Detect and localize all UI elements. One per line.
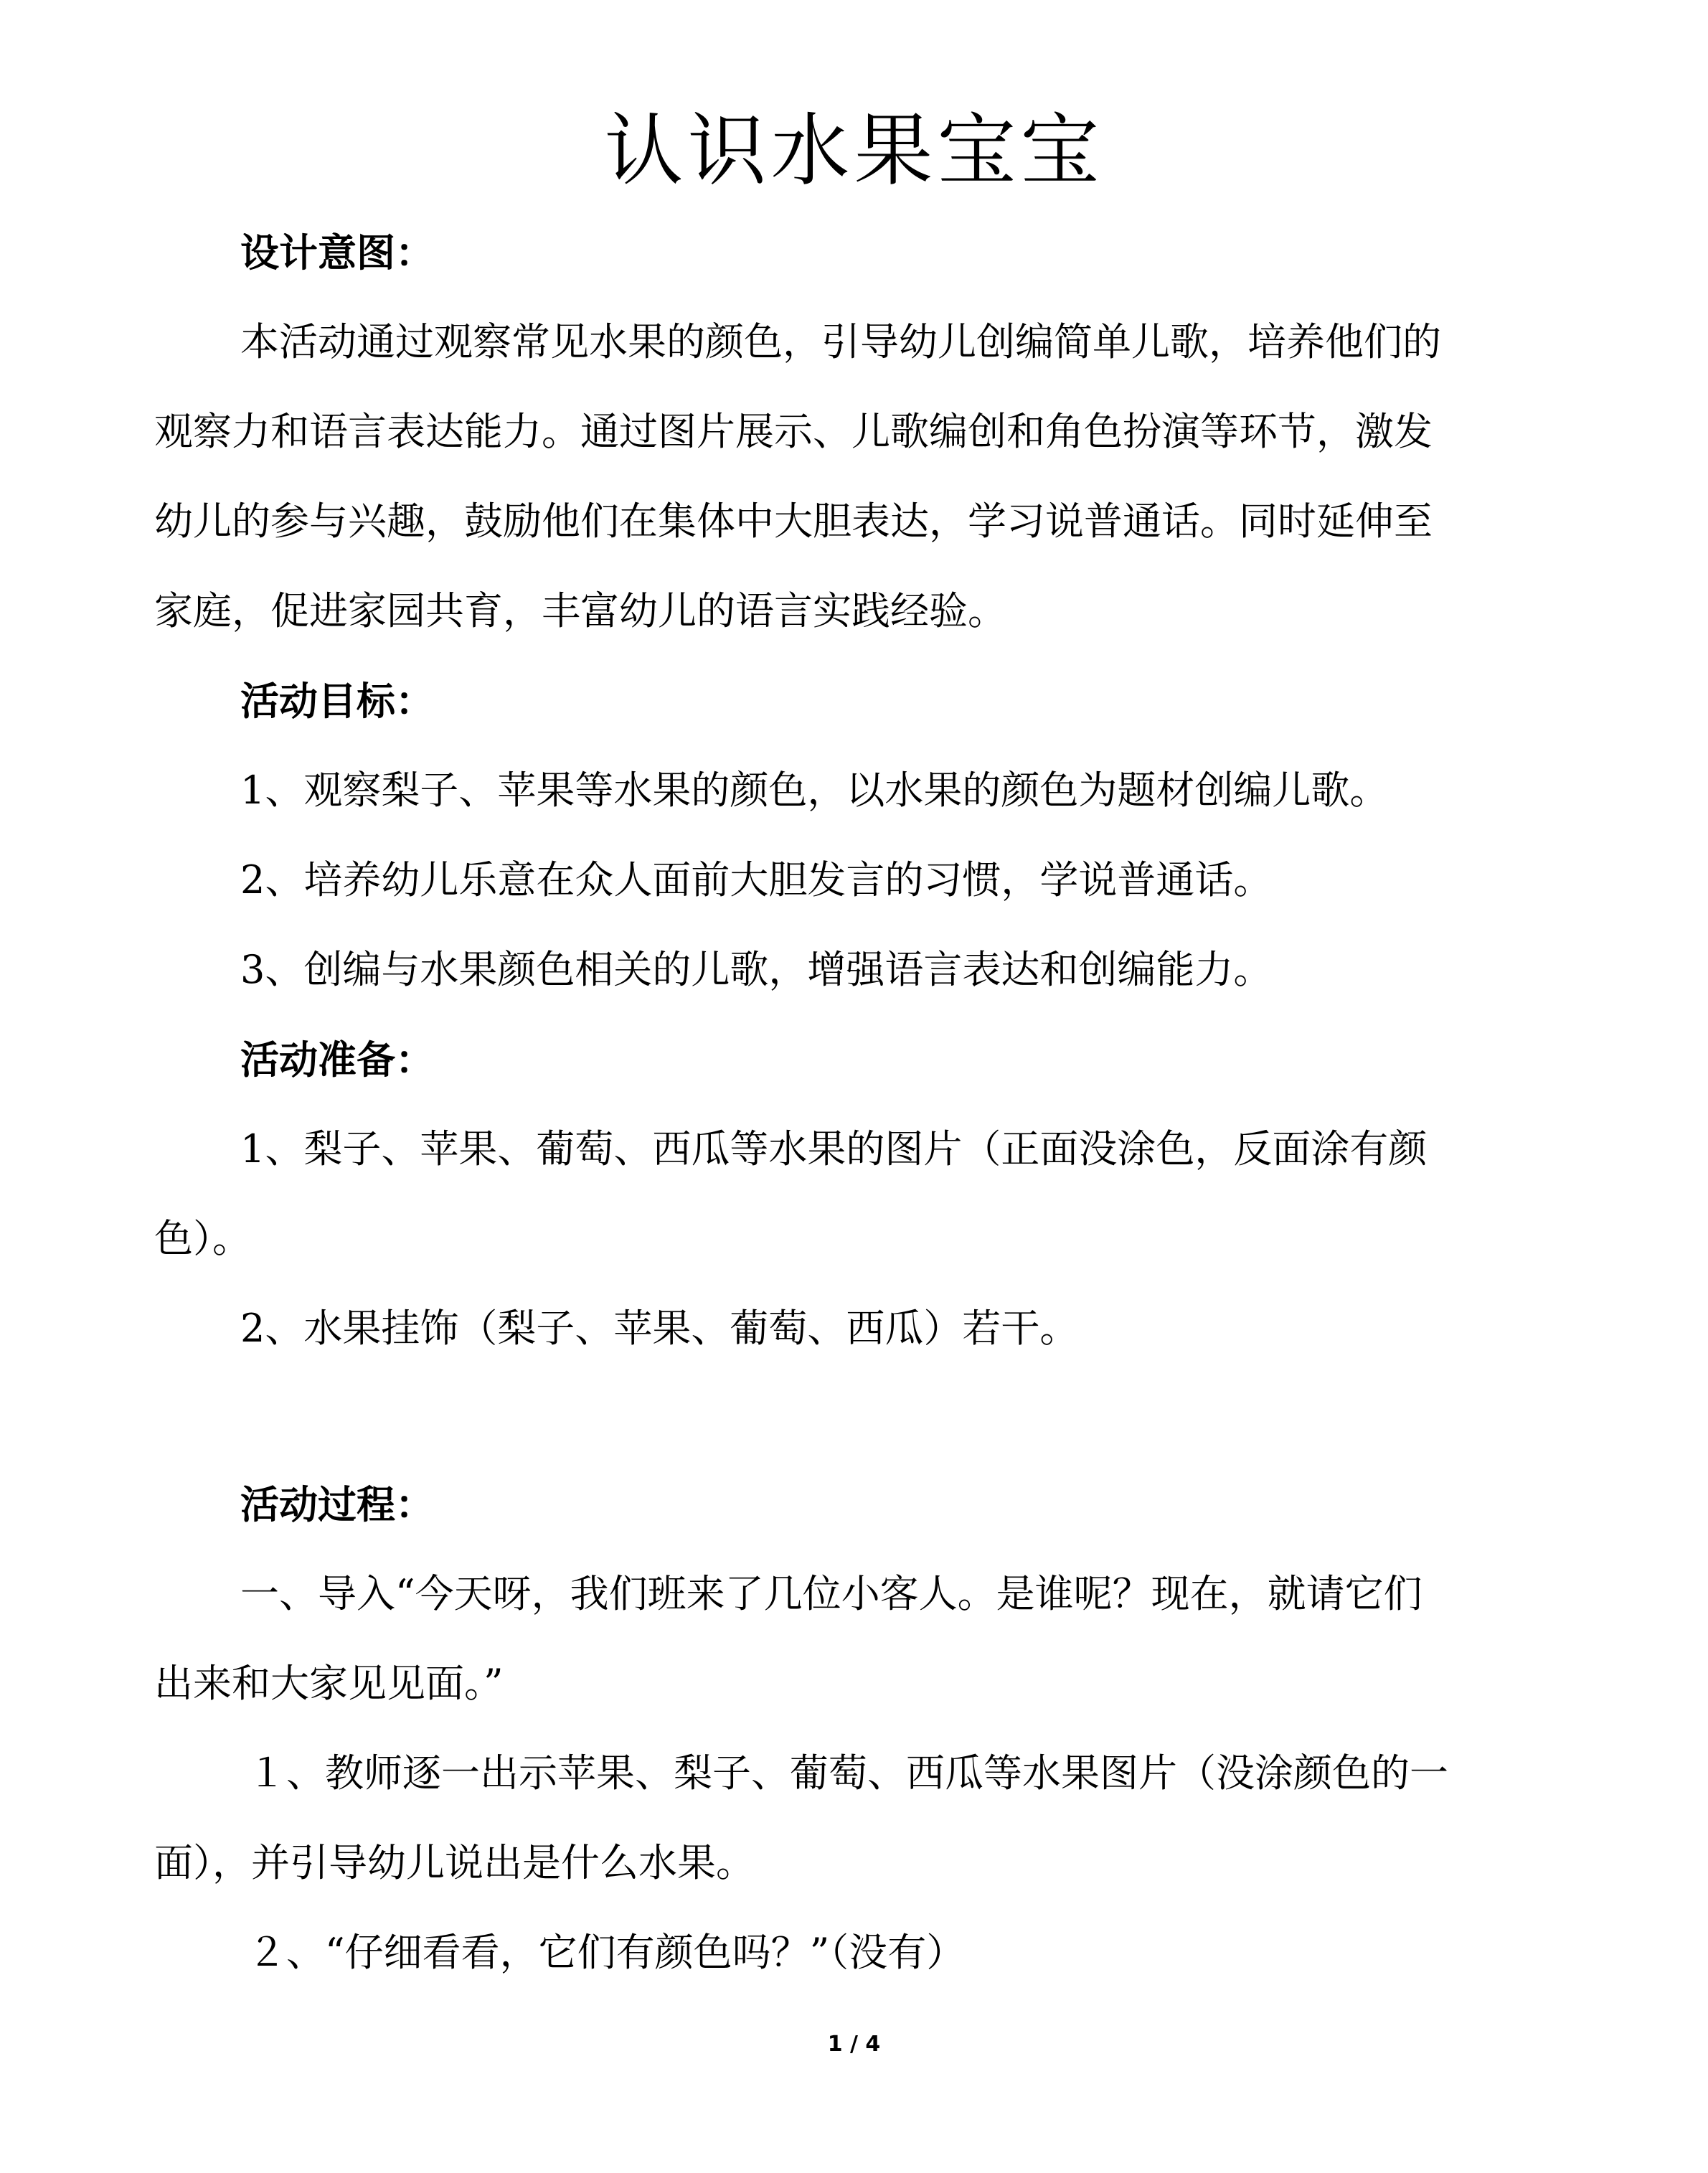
preparation-item: 2、水果挂饰（梨子、苹果、葡萄、西瓜）若干。 [240, 1306, 1079, 1351]
process-step-continuation: 面），并引导幼儿说出是什么水果。 [154, 1840, 755, 1885]
page-indicator: 1 / 4 [827, 2032, 881, 2057]
section-heading-process: 活动过程： [240, 1481, 434, 1527]
process-intro-continuation: 出来和大家见见面。” [154, 1661, 504, 1706]
section-heading-goals: 活动目标： [240, 678, 434, 724]
process-intro: 一、导入“今天呀，我们班来了几位小客人。是谁呢？现在，就请它们 [240, 1571, 1422, 1616]
paragraph-line: 幼儿的参与兴趣，鼓励他们在集体中大胆表达，学习说普通话。同时延伸至 [154, 499, 1433, 544]
paragraph-line: 家庭，促进家园共育，丰富幼儿的语言实践经验。 [154, 588, 1006, 633]
preparation-item-continuation: 色）。 [154, 1216, 251, 1261]
paragraph-line: 本活动通过观察常见水果的颜色，引导幼儿创编简单儿歌，培养他们的 [240, 319, 1441, 364]
preparation-item: 1、梨子、苹果、葡萄、西瓜等水果的图片（正面没涂色，反面涂有颜 [240, 1126, 1428, 1172]
document-title: 认识水果宝宝 [604, 105, 1104, 197]
goal-item: 2、培养幼儿乐意在众人面前大胆发言的习惯，学说普通话。 [240, 857, 1273, 902]
section-heading-preparation: 活动准备： [240, 1037, 434, 1083]
section-heading-design-intent: 设计意图： [240, 230, 434, 275]
goal-item: 3、创编与水果颜色相关的儿歌，增强语言表达和创编能力。 [240, 947, 1273, 992]
process-step: ２、“仔细看看，它们有颜色吗？”（没有） [247, 1930, 966, 1975]
paragraph-line: 观察力和语言表达能力。通过图片展示、儿歌编创和角色扮演等环节，激发 [154, 409, 1433, 454]
goal-item: 1、观察梨子、苹果等水果的颜色，以水果的颜色为题材创编儿歌。 [240, 768, 1389, 813]
process-step: １、教师逐一出示苹果、梨子、葡萄、西瓜等水果图片（没涂颜色的一 [247, 1750, 1448, 1796]
